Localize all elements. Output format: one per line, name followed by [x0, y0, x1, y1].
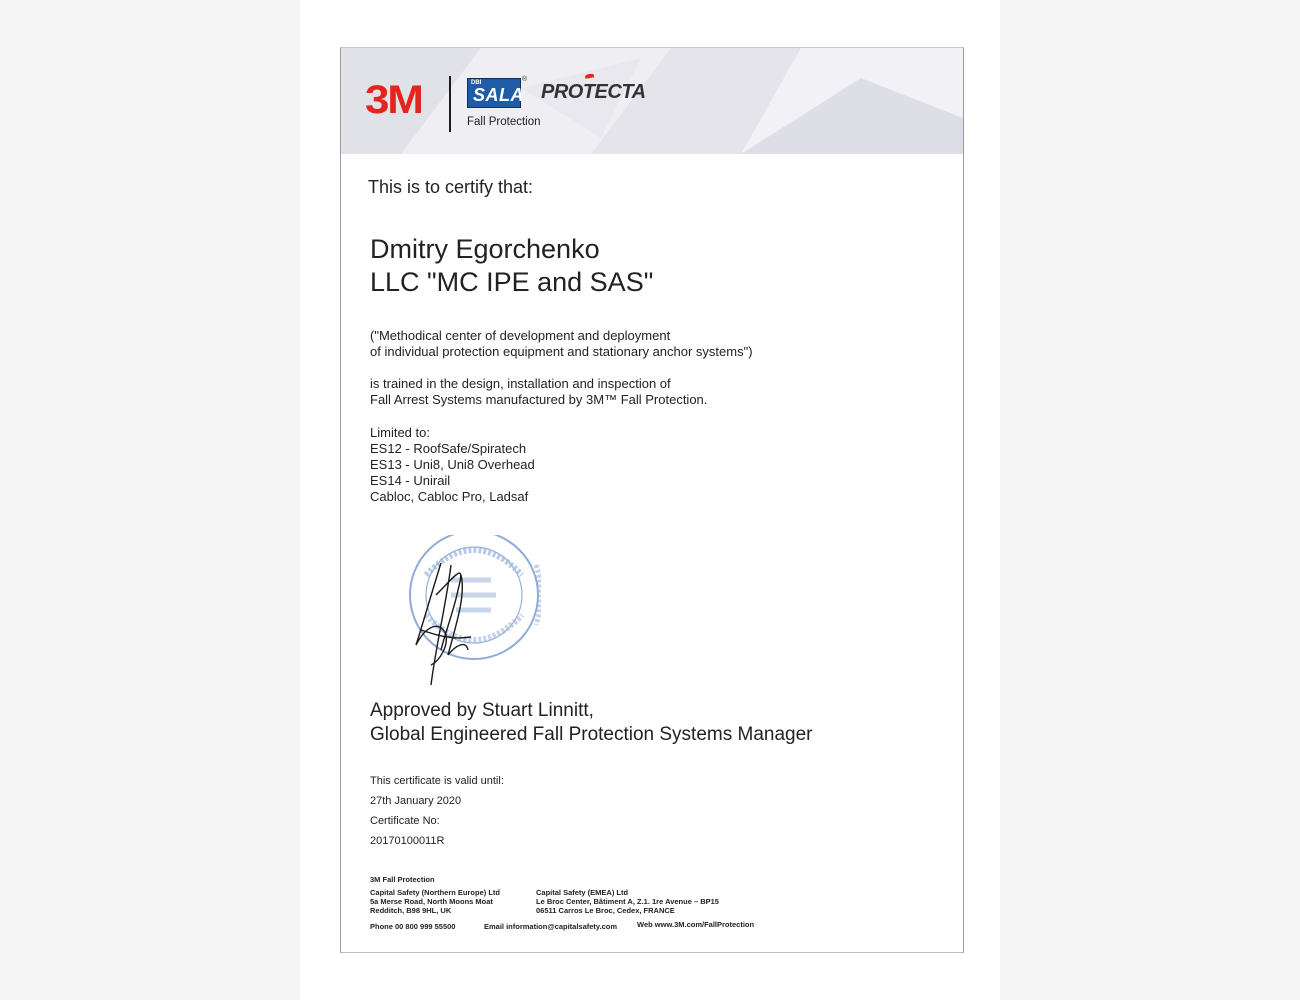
limited-item: ES12 - RoofSafe/Spiratech: [370, 441, 527, 456]
validity-block: [370, 771, 504, 851]
dbi-sala-logo: [467, 76, 527, 108]
stamp-and-signature: [396, 535, 541, 695]
3m-logo: 3M: [365, 78, 422, 122]
footer-address-line: 5a Merse Road, North Moons Moat: [370, 897, 493, 906]
footer-email: Email information@capitalsafety.com: [484, 922, 618, 931]
footer-company: Capital Safety (EMEA) Ltd: [536, 888, 629, 897]
training-line: Fall Arrest Systems manufactured by 3M™ Fall Protection.: [370, 392, 708, 407]
certificate-number-label: Certificate No:: [370, 815, 440, 827]
footer-address-line: 06511 Carros Le Broc, Cedex, FRANCE: [536, 906, 675, 915]
company-full-line: ("Methodical center of development and deployment: [370, 328, 671, 343]
training-statement: [370, 376, 707, 408]
company-full-name: [370, 328, 753, 360]
company-full-line: of individual protection equipment and stationary anchor systems"): [370, 344, 753, 359]
sala-label: SALA: [473, 85, 524, 105]
approver-name: Approved by Stuart Linnitt,: [370, 700, 594, 721]
holder-name: Dmitry Egorchenko: [370, 234, 600, 264]
footer-phone: Phone 00 800 999 55500: [370, 922, 456, 931]
footer-address-line: Le Broc Center, Bâtiment A, Z.1. 1re Avenue – BP15: [536, 897, 719, 906]
holder-company: LLC "MC IPE and SAS": [370, 267, 654, 297]
registered-mark: ®: [521, 76, 527, 83]
limited-item: Cabloc, Cabloc Pro, Ladsaf: [370, 489, 529, 504]
approval-block: [370, 699, 813, 747]
certificate-number: 20170100011R: [370, 835, 445, 847]
company-stamp: [410, 535, 541, 659]
limited-to-block: [370, 425, 535, 505]
footer-uk-address: [370, 888, 500, 915]
protecta-label: PROTECTA: [541, 81, 646, 103]
logo-divider: [449, 76, 451, 132]
limited-item: ES14 - Unirail: [370, 473, 451, 488]
footer-brand: 3M Fall Protection: [370, 875, 435, 884]
banner-pattern: [341, 48, 963, 154]
holder-block: [370, 233, 653, 299]
footer-address-line: Redditch, B98 9HL, UK: [370, 906, 452, 915]
training-line: is trained in the design, installation and inspection of: [370, 376, 671, 391]
footer-company: Capital Safety (Northern Europe) Ltd: [370, 888, 501, 897]
limited-heading: Limited to:: [370, 425, 430, 440]
limited-item: ES13 - Uni8, Uni8 Overhead: [370, 457, 535, 472]
certificate-document: [340, 47, 964, 953]
dbi-label: DBI: [471, 80, 482, 86]
footer-emea-address: [536, 888, 719, 915]
fall-protection-label: Fall Protection: [467, 116, 541, 128]
handwritten-signature: [416, 563, 471, 685]
footer-web: Web www.3M.com/FallProtection: [637, 920, 755, 929]
header-banner: [341, 48, 963, 154]
valid-until-date: 27th January 2020: [370, 795, 462, 807]
certify-intro: This is to certify that:: [368, 177, 534, 197]
approver-title: Global Engineered Fall Protection Systems Manager: [370, 724, 813, 745]
protecta-logo: [541, 81, 646, 104]
valid-until-label: This certificate is valid until:: [370, 775, 504, 787]
